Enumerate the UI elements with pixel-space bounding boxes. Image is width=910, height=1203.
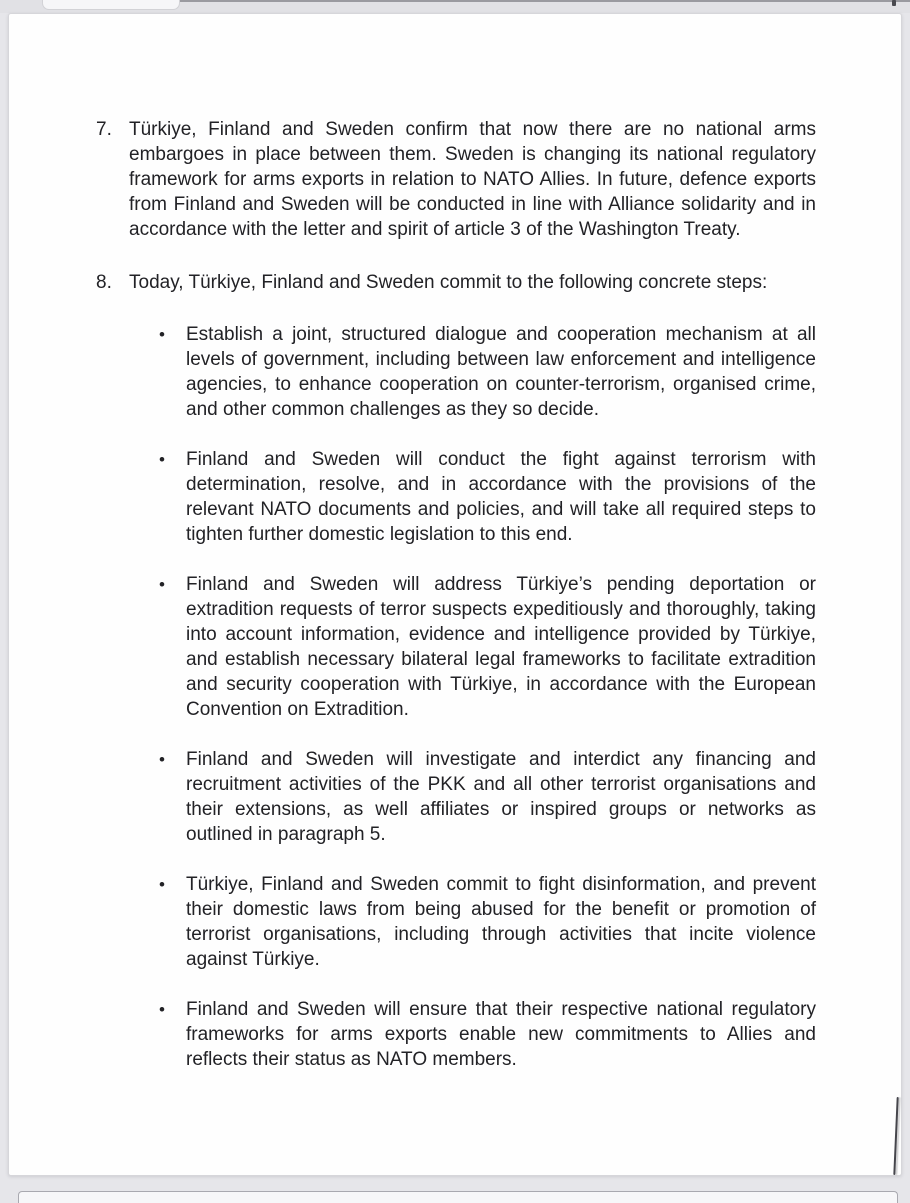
bullet-text: Finland and Sweden will investigate and interdict any financing and recruitment activities of the PKK and all other terrorist organisations and their extensions, as well affiliates or inspired groups or networks as outlined in paragraph 5. [186,749,816,845]
bullet-item [159,322,816,422]
bullet-item [159,572,816,722]
bullet-marker: • [159,750,165,769]
bullet-item [159,447,816,547]
bullet-marker: • [159,1000,165,1019]
bullet-marker: • [159,450,165,469]
bullet-item [159,747,816,847]
bullet-text: Establish a joint, structured dialogue and cooperation mechanism at all levels of government, including between law enforcement and intelligence agencies, to enhance cooperation on counter-terrorism, organised crime, and other common challenges as they so decide. [186,324,816,420]
bullet-item [159,872,816,972]
bullet-text: Finland and Sweden will address Türkiye’s pending deportation or extradition requests of terror suspects expeditiously and thoroughly, taking into account information, evidence and intelligence provided by Türkiye, and establish necessary bilateral legal frameworks to facilitate extradition and security cooperation with Türkiye, in accordance with the European Convention on Extradition. [186,574,816,720]
bullet-marker: • [159,325,165,344]
paragraph-7-number: 7. [96,119,112,140]
bullet-text: Finland and Sweden will ensure that their respective national regulatory frameworks for arms exports enable new commitments to Allies and reflects their status as NATO members. [186,999,816,1070]
scan-line-artifact [172,0,910,2]
page-above-edge-tab [42,0,180,10]
top-edge-strip [0,0,910,13]
document-page [8,13,902,1176]
bullet-text: Finland and Sweden will conduct the fight against terrorism with determination, resolve, and in accordance with the provisions of the relevant NATO documents and policies, and will take all required steps to tighten further domestic legislation to this end. [186,449,816,545]
bullet-text: Türkiye, Finland and Sweden commit to fight disinformation, and prevent their domestic laws from being abused for the benefit or promotion of terrorist organisations, including through activities that incite violence against Türkiye. [186,874,816,970]
bullet-marker: • [159,875,165,894]
bullet-marker: • [159,575,165,594]
scan-mark-artifact [892,0,896,6]
paragraph-8-text: Today, Türkiye, Finland and Sweden commit to the following concrete steps: [129,272,768,293]
bullet-item [159,997,816,1072]
paragraph-8 [96,270,816,295]
paragraph-8-number: 8. [96,272,112,293]
bullet-list [9,322,901,1072]
next-page-edge [18,1191,898,1203]
paragraph-7-text: Türkiye, Finland and Sweden confirm that now there are no national arms embargoes in place between them. Sweden is changing its national regulatory framework for arms exports in relation to NATO Allies. In future, defence exports from Finland and Sweden will be conducted in line with Alliance solidarity and in accordance with the letter and spirit of article 3 of the Washington Treaty. [129,119,816,240]
paragraph-7 [96,117,816,242]
